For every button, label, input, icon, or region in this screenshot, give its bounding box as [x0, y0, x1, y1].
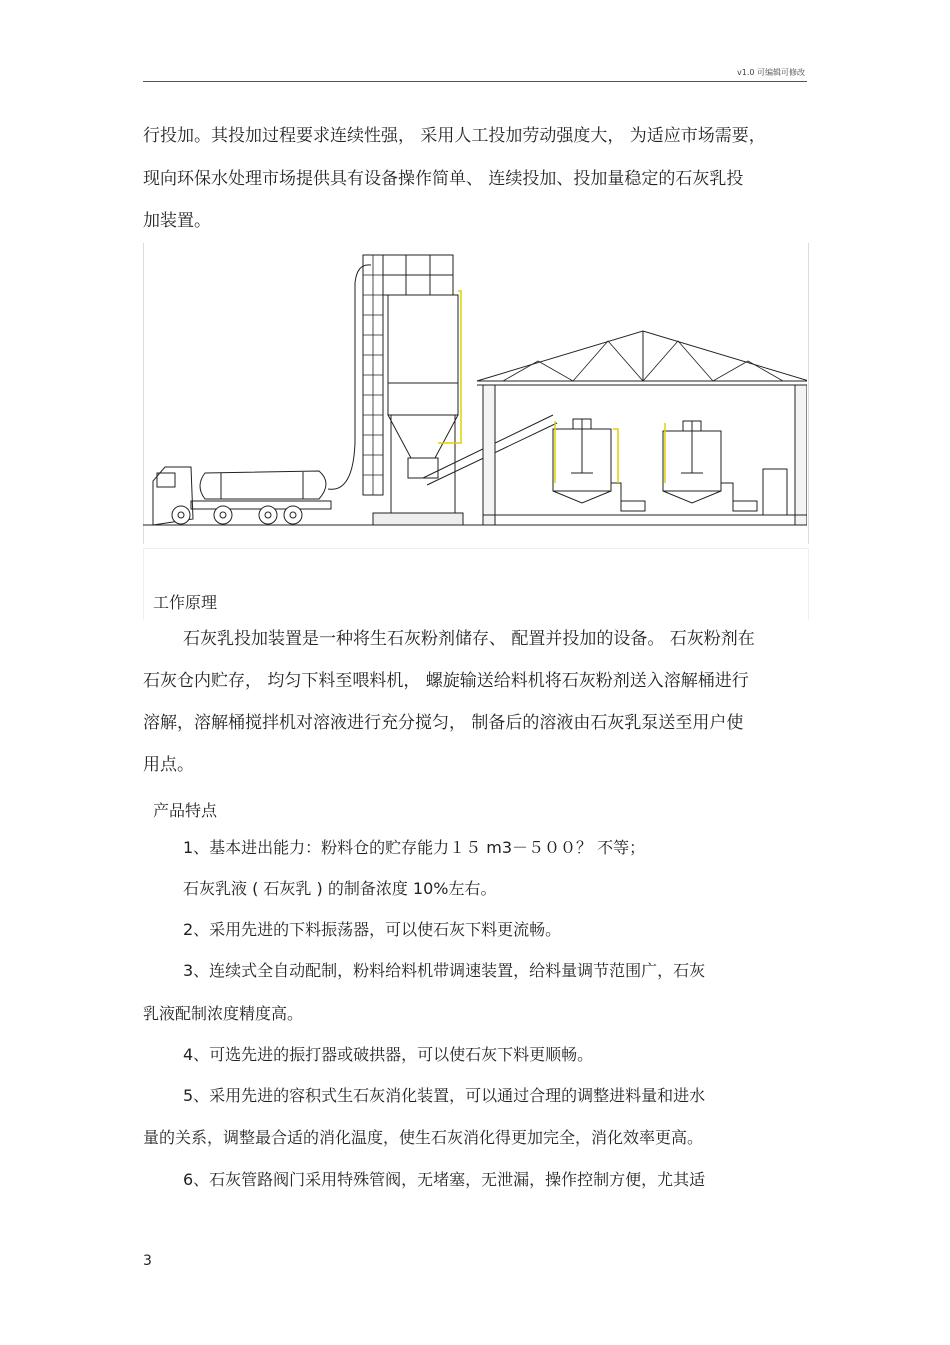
intro-line-3: 加装置。 [143, 211, 211, 231]
feature-item-5: 5、采用先进的容积式生石灰消化装置，可以通过合理的调整进料量和进水 [183, 1086, 706, 1105]
principle-line-2: 石灰仓内贮存， 均匀下料至喂料机， 螺旋输送给料机将石灰粉剂送入溶解桶进行 [143, 671, 749, 691]
principle-line-4: 用点。 [143, 755, 194, 775]
intro-line-2: 现向环保水处理市场提供具有设备操作简单、 连续投加、投加量稳定的石灰乳投 [143, 169, 744, 189]
header-rule [143, 81, 807, 82]
intro-line-1: 行投加。其投加过程要求连续性强， 采用人工投加劳动强度大， 为适应市场需要， [143, 126, 766, 146]
version-label: v1.0 可编辑可修改 [737, 68, 805, 77]
feature-item-1: 1、基本进出能力：粉料仓的贮存能力１５ m3－５００？ 不等； [183, 838, 646, 857]
equipment-figure [143, 243, 807, 619]
feature-item-6: 6、石灰管路阀门采用特殊管阀，无堵塞，无泄漏，操作控制方便，尤其适 [183, 1170, 706, 1189]
feature-item-5b: 量的关系，调整最合适的消化温度，使生石灰消化得更加完全，消化效率更高。 [143, 1128, 704, 1147]
feature-item-3b: 乳液配制浓度精度高。 [143, 1004, 304, 1023]
feature-item-3: 3、连续式全自动配制，粉料给料机带调速装置，给料量调节范围广，石灰 [183, 961, 706, 980]
feature-item-4: 4、可选先进的振打器或破拱器，可以使石灰下料更顺畅。 [183, 1045, 594, 1064]
feature-item-2: 2、采用先进的下料振荡器，可以使石灰下料更流畅。 [183, 920, 562, 939]
principle-line-1: 石灰乳投加装置是一种将生石灰粉剂储存、 配置并投加的设备。 石灰粉剂在 [183, 629, 755, 649]
principle-heading: 工作原理 [153, 593, 218, 612]
page-number: 3 [143, 1253, 152, 1269]
principle-line-3: 溶解，溶解桶搅拌机对溶液进行充分搅匀， 制备后的溶液由石灰乳泵送至用户使 [143, 713, 744, 733]
features-heading: 产品特点 [153, 801, 218, 820]
feature-item-1b: 石灰乳液 ( 石灰乳 ) 的制备浓度 10%左右。 [183, 879, 497, 898]
equipment-illustration [143, 243, 807, 543]
